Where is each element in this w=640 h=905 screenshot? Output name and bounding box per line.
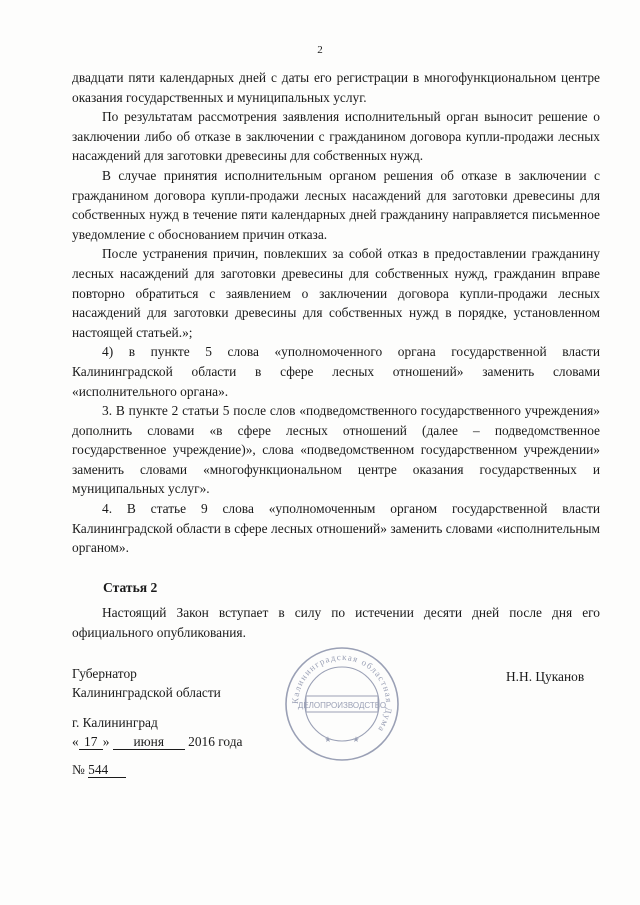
stamp-center-text: ДЕЛОПРОИЗВОДСТВО [297, 701, 387, 710]
star-icon: ★ [352, 735, 360, 744]
place-and-date [72, 713, 242, 751]
stamp-ring-text: Калининградская областная Дума [289, 651, 395, 735]
law-number-value: 544 [88, 762, 126, 778]
paragraph: По результатам рассмотрения заявления исполнительный орган выносит решение о заключении либо об отказе в заключении с гражданином договора купли-продажи лесных насаждений для заготовки древесины для собственных нужд. [72, 109, 600, 164]
date-close-quote: » [102, 734, 110, 749]
date-open-quote: « [72, 734, 79, 749]
date-month: июня [113, 734, 185, 750]
paragraph: 3. В пункте 2 статьи 5 после слов «подведомственного государственного учреждения» дополнить словами «в сфере лесных отношений (далее – подведомственное государственное учреждение)», слова «подведомственном государственном учреждении» заменить словами «многофункциональном центре оказания государственных и муниципальных услуг». [72, 403, 600, 497]
paragraph: В случае принятия исполнительным органом решения об отказе в заключении с гражданином договора купли-продажи лесных насаждений для заготовки древесины для собственных нужд в течение пяти календарных дней гражданину направляется письменное уведомление с обоснованием причин отказа. [72, 167, 600, 242]
official-stamp [282, 644, 402, 764]
paragraph: После устранения причин, повлекших за собой отказ в предоставлении гражданину лесных насаждений для заготовки древесины для собственных нужд, гражданин вправе повторно обратиться с заявлением о заключении договора купли-продажи лесных насаждений для заготовки древесины для собственных нужд в порядке, установленном настоящей статьей.»; [72, 246, 600, 340]
place: г. Калининград [72, 715, 158, 730]
article-title: Статья 2 [103, 580, 158, 595]
law-number-prefix: № [72, 762, 85, 777]
body-text [72, 68, 600, 558]
law-number [72, 762, 126, 778]
signatory-name: Н.Н. Цуканов [506, 669, 585, 684]
signatory-position-line2: Калининградской области [72, 685, 221, 700]
paragraph: 4) в пункте 5 слова «уполномоченного органа государственной власти Калининградской области в сфере лесных отношений» заменить словами «исполнительного органа». [72, 344, 600, 399]
paragraph: 4. В статье 9 слова «уполномоченным органом государственной власти Калининградской области в сфере лесных отношений» заменить словами «исполнительным органом». [72, 501, 600, 556]
page-number: 2 [317, 44, 323, 56]
date-day: 17 [79, 734, 103, 750]
signatory-position [72, 664, 221, 702]
signing-date [72, 732, 242, 751]
article-text: Настоящий Закон вступает в силу по истечении десяти дней после дня его официального опубликования. [72, 605, 600, 640]
star-icon: ★ [324, 735, 332, 744]
paragraph: двадцати пяти календарных дней с даты его регистрации в многофункциональном центре оказания государственных и муниципальных услуг. [72, 70, 600, 105]
signatory-position-line1: Губернатор [72, 666, 137, 681]
date-year: 2016 года [188, 734, 243, 749]
